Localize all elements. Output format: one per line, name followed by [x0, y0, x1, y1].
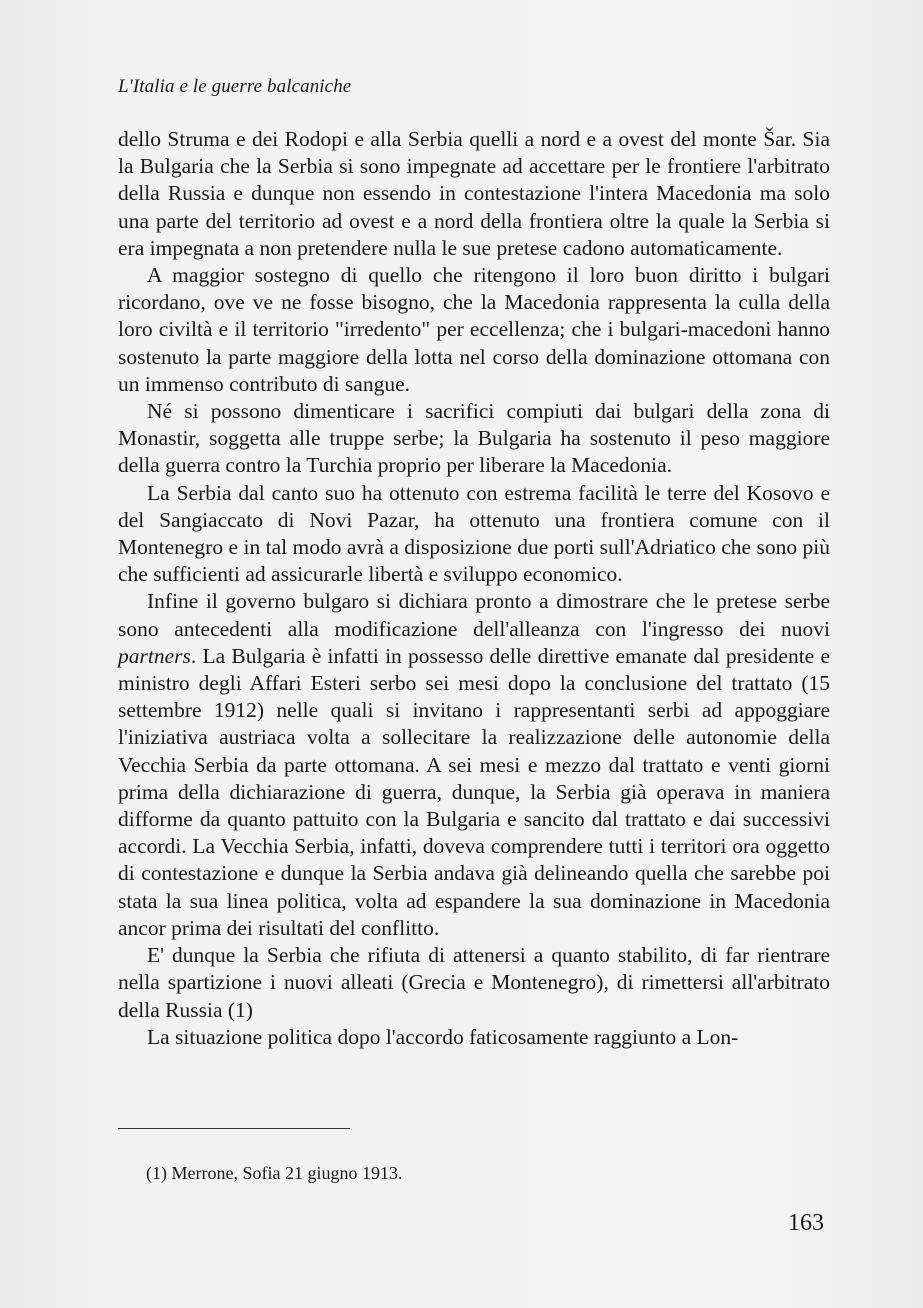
- paragraph-5-part-2: . La Bulgaria è infatti in possesso delle direttive emanate dal presidente e ministro degli Affari Esteri serbo sei mesi dopo la conclusione del trattato (15 settembre 1912) nelle quali si invitano i rappresentanti serbi ad appoggiare l'iniziativa austriaca volta a sollecitare la realizzazione delle autonomie della Vecchia Serbia da parte ottomana. A sei mesi e mezzo dal trattato e venti giorni prima della dichiarazione di guerra, dunque, la Serbia già operava in maniera difforme da quanto pattuito con la Bulgaria e sancito dal trattato e dai successivi accordi. La Vecchia Serbia, infatti, doveva comprendere tutti i territori ora oggetto di contestazione e dunque la Serbia andava già delineando quella che sarebbe poi stata la sua linea politica, volta ad espandere la sua dominazione in Macedonia ancor prima dei risultati del conflitto.: [118, 643, 830, 940]
- paragraph-3: Né si possono dimenticare i sacrifici compiuti dai bulgari della zona di Monastir, soggetta alle truppe serbe; la Bulgaria ha sostenuto il peso maggiore della guerra contro la Turchia proprio per liberare la Macedonia.: [118, 399, 830, 478]
- paragraph-5-part-1: Infine il governo bulgaro si dichiara pronto a dimostrare che le pretese serbe sono antecedenti alla modificazione dell'alleanza con l'ingresso dei nuovi: [118, 589, 830, 641]
- paragraph-5: [118, 588, 830, 942]
- paragraph-1: dello Struma e dei Rodopi e alla Serbia quelli a nord e a ovest del monte Šar. Sia la Bulgaria che la Serbia si sono impegnate ad accettare per le frontiere l'arbitrato della Russia e dunque non essendo in contestazione l'intera Macedonia ma solo una parte del territorio ad ovest e a nord della frontiera oltre la quale la Serbia si era impegnata a non pretendere nulla le sue pretese cadono automaticamente.: [118, 127, 830, 260]
- italic-term: partners: [118, 643, 191, 668]
- page-number: 163: [788, 1210, 824, 1236]
- paragraph-2: A maggior sostegno di quello che ritengono il loro buon diritto i bulgari ricordano, ove ve ne fosse bisogno, che la Macedonia rappresenta la culla della loro civiltà e il territorio "irredento" per eccellenza; che i bulgari-macedoni hanno sostenuto la parte maggiore della lotta nel corso della dominazione ottomana con un immenso contributo di sangue.: [118, 263, 830, 396]
- paragraph-4: La Serbia dal canto suo ha ottenuto con estrema facilità le terre del Kosovo e del Sangiaccato di Novi Pazar, ha ottenuto una frontiera comune con il Montenegro e in tal modo avrà a disposizione due porti sull'Adriatico che sono più che sufficienti ad assicurarle libertà e sviluppo economico.: [118, 480, 830, 587]
- paragraph-7: La situazione politica dopo l'accordo faticosamente raggiunto a Lon-: [147, 1024, 739, 1049]
- footnote: (1) Merrone, Sofia 21 giugno 1913.: [146, 1163, 403, 1183]
- footnote-separator: [118, 1128, 350, 1129]
- running-head: L'Italia e le guerre balcaniche: [118, 76, 352, 97]
- body-text: [118, 126, 830, 1051]
- paragraph-6: E' dunque la Serbia che rifiuta di attenersi a quanto stabilito, di far rientrare nella spartizione i nuovi alleati (Grecia e Montenegro), di rimettersi all'arbitrato della Russia (1): [118, 943, 830, 1022]
